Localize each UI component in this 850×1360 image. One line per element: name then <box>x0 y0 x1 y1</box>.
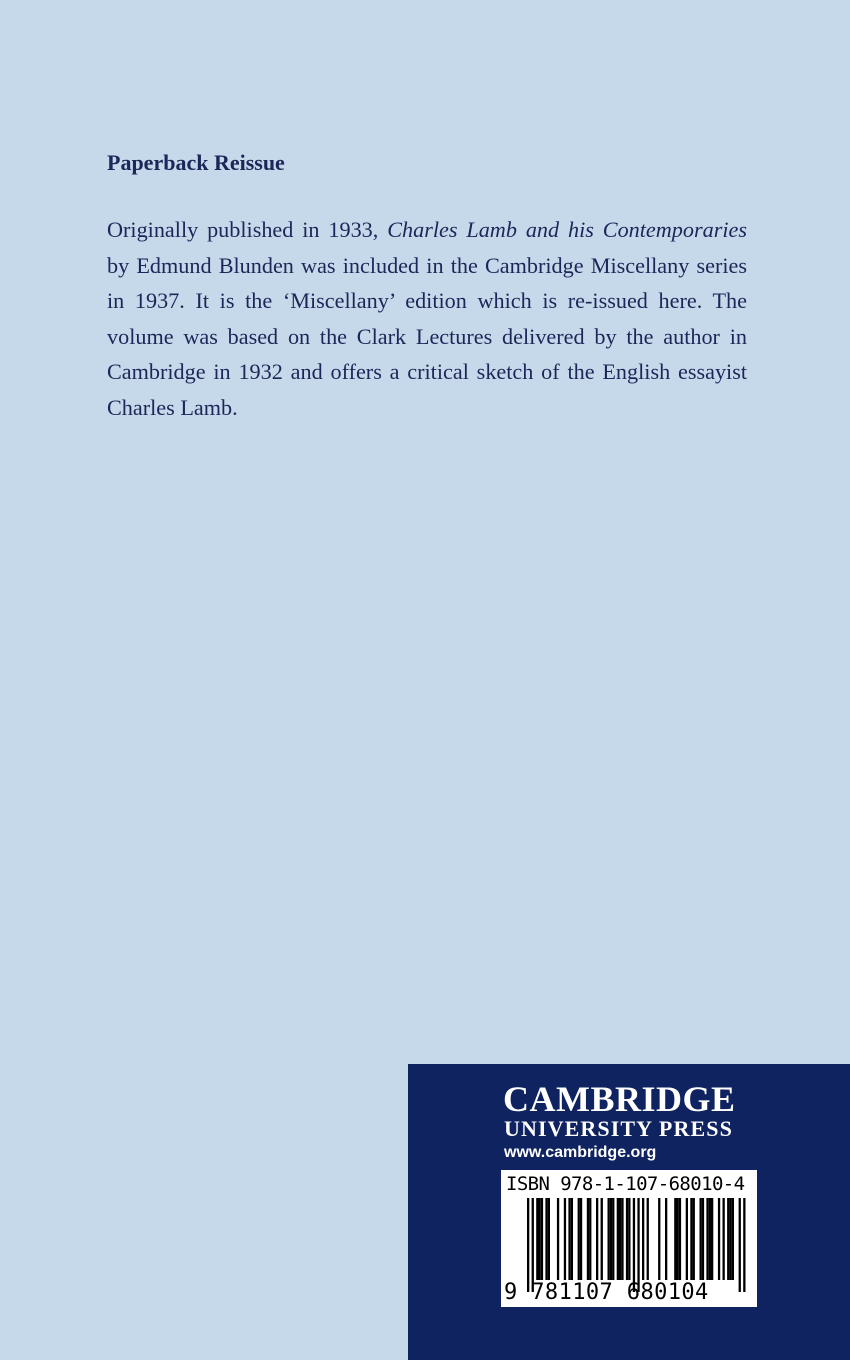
barcode-bar <box>723 1198 725 1280</box>
barcode-bar <box>564 1198 566 1280</box>
book-description <box>107 212 747 426</box>
blurb-body: by Edmund Blunden was included in the Cambridge Miscellany series in 1937. It is the ‘Miscellany’ edition which is re-issued here. The volume was based on the Clark Lectures delivered by the author in Cambridge in 1932 and offers a critical sketch of the English essayist Charles Lamb. <box>107 252 747 420</box>
isbn-label: ISBN 978-1-107-68010-4 <box>506 1173 745 1195</box>
reissue-heading: Paperback Reissue <box>107 150 285 175</box>
barcode-bar <box>628 1198 630 1280</box>
barcode-bar <box>610 1198 612 1280</box>
barcode-bar <box>686 1198 688 1280</box>
barcode-guard-bar <box>743 1198 745 1292</box>
barcode-bar <box>665 1198 667 1280</box>
barcode-bar <box>732 1198 734 1280</box>
barcode-bar <box>617 1198 619 1280</box>
barcode-guard-bar <box>532 1198 534 1292</box>
barcode-guard-bar <box>633 1198 635 1292</box>
barcode-bar <box>647 1198 649 1280</box>
barcode-bar <box>608 1198 610 1280</box>
barcode-bar <box>729 1198 731 1280</box>
barcode-guard-bar <box>739 1198 741 1292</box>
barcode-guard-bar <box>637 1198 639 1292</box>
barcode-bar <box>700 1198 702 1280</box>
barcode-bar <box>612 1198 614 1280</box>
barcode-bar <box>709 1198 711 1280</box>
barcode-bar <box>619 1198 621 1280</box>
barcode-bar <box>601 1198 603 1280</box>
barcode-bar <box>541 1198 543 1280</box>
barcode-bar <box>706 1198 708 1280</box>
barcode-bar <box>571 1198 573 1280</box>
barcode-bar <box>727 1198 729 1280</box>
publisher-website[interactable]: www.cambridge.org <box>504 1144 657 1161</box>
barcode-bar <box>621 1198 623 1280</box>
barcode-guard-bar <box>527 1198 529 1292</box>
barcode-bar <box>568 1198 570 1280</box>
barcode-bar <box>690 1198 692 1280</box>
isbn-barcode <box>501 1170 757 1307</box>
barcode-bar <box>596 1198 598 1280</box>
barcode-bar <box>674 1198 676 1280</box>
blurb-intro: Originally published in 1933, <box>107 217 388 242</box>
publisher-subtitle: UNIVERSITY PRESS <box>504 1116 733 1141</box>
barcode-bar <box>679 1198 681 1280</box>
barcode-bar <box>677 1198 679 1280</box>
publisher-panel <box>408 1064 850 1360</box>
barcode-bar <box>658 1198 660 1280</box>
barcode-bar <box>536 1198 538 1280</box>
barcode-bar <box>557 1198 559 1280</box>
book-title: Charles Lamb and his Contemporaries <box>387 217 747 242</box>
barcode-bar <box>702 1198 704 1280</box>
barcode-bar <box>589 1198 591 1280</box>
barcode-bar <box>693 1198 695 1280</box>
barcode-bar <box>642 1198 644 1280</box>
barcode-digits: 9 781107 680104 <box>504 1280 709 1305</box>
barcode-bar <box>545 1198 547 1280</box>
barcode-bar <box>539 1198 541 1280</box>
barcode-bar <box>578 1198 580 1280</box>
barcode-bar <box>718 1198 720 1280</box>
barcode-bar <box>548 1198 550 1280</box>
barcode-bar <box>711 1198 713 1280</box>
barcode-bar <box>587 1198 589 1280</box>
barcode-bar <box>626 1198 628 1280</box>
barcode-bar <box>580 1198 582 1280</box>
publisher-logo: CAMBRIDGE <box>503 1079 736 1119</box>
